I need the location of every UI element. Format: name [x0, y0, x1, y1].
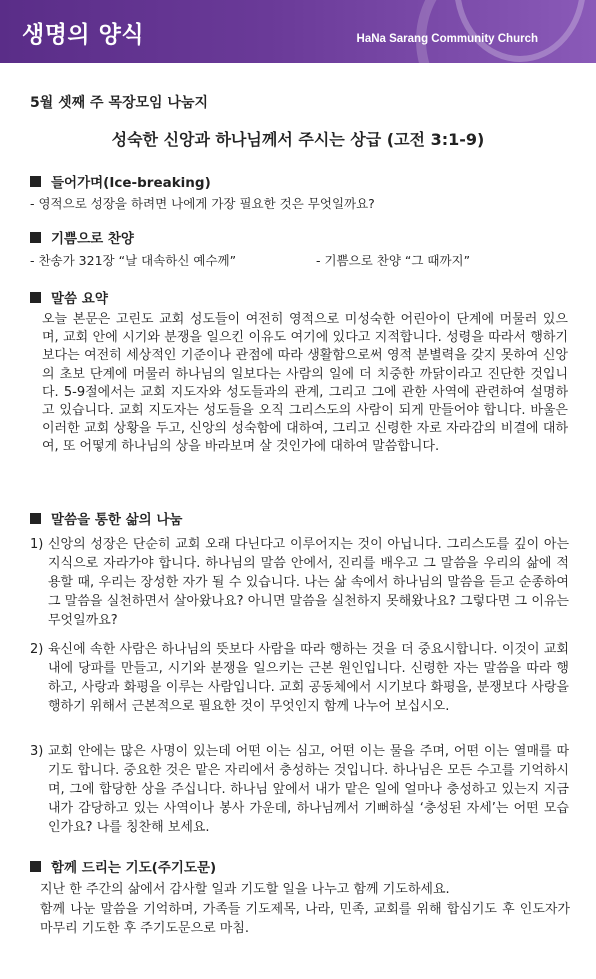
hymn-line: - 찬송가 321장 “날 대속하신 예수께” — [30, 253, 237, 268]
section-heading-icebreaking — [30, 171, 211, 191]
discussion-item — [30, 640, 570, 735]
section-heading-text: 기쁨으로 찬양 — [51, 231, 134, 247]
item-number: 1) — [30, 537, 44, 552]
square-bullet-icon — [30, 292, 41, 303]
summary-paragraph: 오늘 본문은 고린도 교회 성도들이 여전히 영적으로 미성숙한 어린아이 단계에 머물러 있으며, 교회 안에 시기와 분쟁을 일으킨 이유도 여기에 있다고 지적합니다. 성령을 따라서 행하기보다는 여전히 세상적인 기준이나 관점에 따라 생활함으로써 영적 분별력을 갖지 못하여 신앙의 초보 단계에 머물러 하나님의 일보다는 사람의 일에 더 치중한 까닭이라고 진단한 것입니다. 5-9절에서는 교회 지도자와 성도들과의 관계, 그리고 그에 관한 사역에 관련하여 설명하고 있습니다. 교회 지도자는 성도들을 오직 그리스도의 사람이 되게 만들어야 합니다. 바울은 이러한 교회 상황을 두고, 신앙의 성숙함에 대하여, 그리고 신령한 자로 자라감의 비결에 대하여, 또 어떻게 하나님의 상을 바라보며 살 것인가에 대하여 말씀합니다. — [42, 312, 568, 455]
praise-song-line: - 기쁨으로 찬양 “그 때까지” — [316, 253, 471, 268]
section-heading-prayer — [30, 856, 216, 876]
square-bullet-icon — [30, 861, 41, 872]
section-heading-praise — [30, 227, 134, 247]
discussion-item — [30, 535, 570, 635]
prayer-instructions — [40, 880, 570, 939]
church-name: HaNa Sarang Community Church — [356, 33, 538, 45]
section-heading-life-sharing — [30, 508, 182, 528]
section-heading-text: 함께 드리는 기도(주기도문) — [51, 860, 217, 876]
section-heading-text: 말씀 요약 — [51, 291, 108, 307]
item-number: 2) — [30, 642, 44, 657]
subtitle: 5월 셋째 주 목장모임 나눔지 — [30, 95, 209, 111]
sermon-title: 성숙한 신앙과 하나님께서 주시는 상급 (고전 3:1-9) — [111, 130, 485, 149]
square-bullet-icon — [30, 176, 41, 187]
header-banner — [0, 0, 596, 63]
item-number: 3) — [30, 744, 44, 759]
item-text: 신앙의 성장은 단순히 교회 오래 다닌다고 이루어지는 것이 아닙니다. 그리스도를 깊이 아는 지식으로 자라가야 합니다. 하나님의 말씀 안에서, 진리를 배우고 그 말씀을 우리의 삶에 적용할 때, 우리는 장성한 자가 될 수 있습니다. 나는 삶 속에서 하나님의 말씀을 듣고 순종하여 그 말씀을 실천하면서 살아왔나요? 아니면 말씀을 실천하지 못해왔나요? 그렇다면 그 이유는 무엇일까요? — [48, 537, 569, 628]
item-text: 육신에 속한 사람은 하나님의 뜻보다 사람을 따라 행하는 것을 더 중요시합니다. 이것이 교회 내에 당파를 만들고, 시기와 분쟁을 일으키는 근본 원인입니다. 신령한 자는 말씀을 따라 행하고, 사랑과 화평을 이루는 사람입니다. 교회 공동체에서 시기보다 화평을, 분쟁보다 사랑을 행하기 위해서 근본적으로 필요한 것이 무엇인지 함께 나누어 보십시오. — [48, 642, 569, 714]
bulletin-title: 생명의 양식 — [22, 22, 145, 48]
section-heading-text: 들어가며(Ice-breaking) — [51, 175, 211, 191]
prayer-line: 지난 한 주간의 삶에서 감사할 일과 기도할 일을 나누고 함께 기도하세요. — [40, 882, 450, 897]
item-text: 교회 안에는 많은 사명이 있는데 어떤 이는 심고, 어떤 이는 물을 주며, 어떤 이는 열매를 따기도 합니다. 중요한 것은 맡은 자리에서 충성하는 것입니다. 하나님은 모든 수고를 기억하시며, 그에 합당한 상을 주십니다. 하나님 앞에서 내가 맡은 일에 얼마나 충성하고 있는지 지금 내가 감당하고 있는 사역이나 봉사 가운데, 하나님께서 기뻐하실 ‘충성된 자세’는 어떤 모습인가요? 나를 칭찬해 보세요. — [48, 744, 569, 835]
square-bullet-icon — [30, 232, 41, 243]
discussion-item — [30, 742, 570, 842]
square-bullet-icon — [30, 513, 41, 524]
prayer-line: 함께 나눈 말씀을 기억하며, 가족들 기도제목, 나라, 민족, 교회를 위해 합심기도 후 인도자가 마무리 기도한 후 주기도문으로 마침. — [40, 901, 570, 936]
icebreaking-question: - 영적으로 성장을 하려면 나에게 가장 필요한 것은 무엇일까요? — [30, 196, 375, 211]
section-heading-summary — [30, 287, 108, 307]
section-heading-text: 말씀을 통한 삶의 나눔 — [51, 512, 183, 528]
